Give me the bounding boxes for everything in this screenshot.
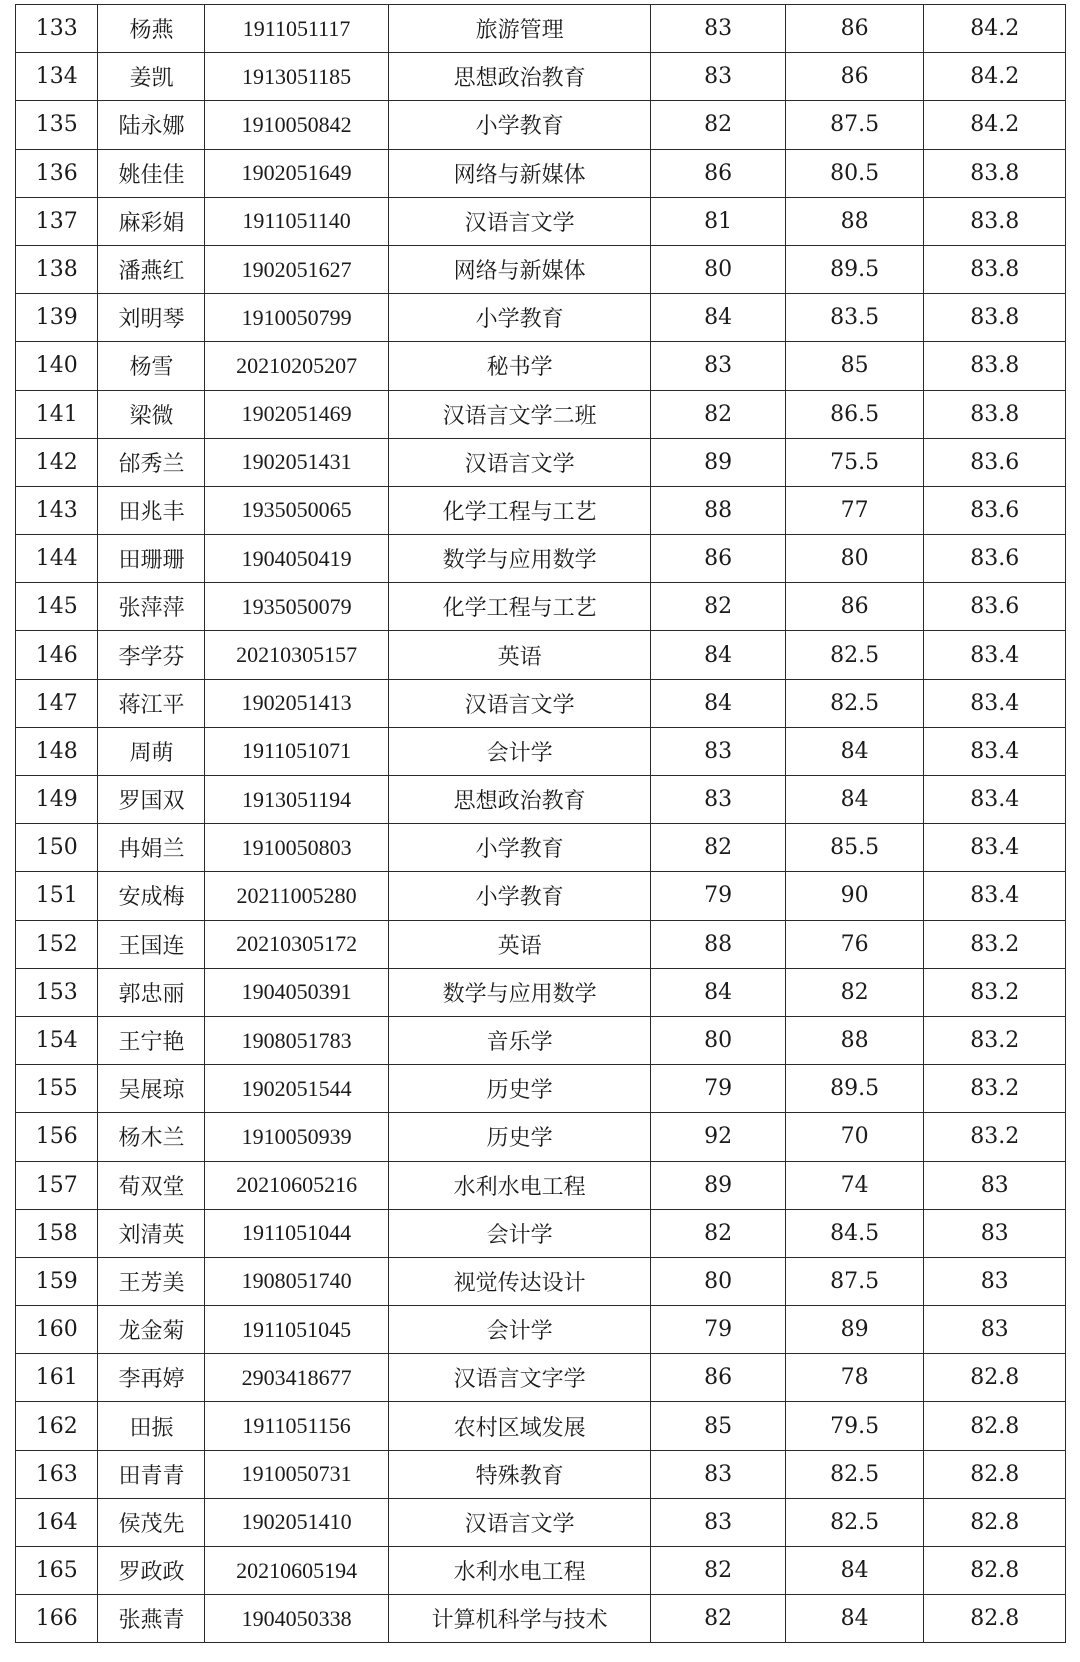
total-score-cell: 83.2 — [924, 1016, 1066, 1064]
score-1-cell: 86 — [651, 1354, 785, 1402]
major-cell: 会计学 — [388, 727, 651, 775]
student-name-cell: 侯茂先 — [98, 1498, 205, 1546]
score-2-cell: 90 — [785, 872, 924, 920]
table-row — [16, 197, 1066, 245]
row-number-cell: 158 — [16, 1209, 98, 1257]
score-2-cell: 89 — [785, 1306, 924, 1354]
student-id-cell: 1911051071 — [205, 727, 388, 775]
score-2-cell: 89.5 — [785, 245, 924, 293]
major-cell: 汉语言文学 — [388, 197, 651, 245]
total-score-cell: 83.6 — [924, 438, 1066, 486]
student-name-cell: 杨木兰 — [98, 1113, 205, 1161]
major-cell: 网络与新媒体 — [388, 149, 651, 197]
total-score-cell: 82.8 — [924, 1595, 1066, 1643]
score-1-cell: 86 — [651, 149, 785, 197]
table-row — [16, 631, 1066, 679]
total-score-cell: 84.2 — [924, 101, 1066, 149]
major-cell: 特殊教育 — [388, 1450, 651, 1498]
row-number-cell: 157 — [16, 1161, 98, 1209]
student-name-cell: 安成梅 — [98, 872, 205, 920]
score-1-cell: 82 — [651, 583, 785, 631]
total-score-cell: 83.2 — [924, 968, 1066, 1016]
major-cell: 数学与应用数学 — [388, 968, 651, 1016]
student-name-cell: 蒋江平 — [98, 679, 205, 727]
row-number-cell: 163 — [16, 1450, 98, 1498]
score-1-cell: 83 — [651, 1450, 785, 1498]
student-id-cell: 1902051627 — [205, 245, 388, 293]
student-id-cell: 1908051783 — [205, 1016, 388, 1064]
student-name-cell: 周萌 — [98, 727, 205, 775]
score-2-cell: 77 — [785, 486, 924, 534]
table-row — [16, 53, 1066, 101]
student-name-cell: 吴展琼 — [98, 1065, 205, 1113]
score-1-cell: 88 — [651, 486, 785, 534]
score-2-cell: 70 — [785, 1113, 924, 1161]
major-cell: 英语 — [388, 631, 651, 679]
score-1-cell: 83 — [651, 342, 785, 390]
major-cell: 视觉传达设计 — [388, 1257, 651, 1305]
student-name-cell: 梁微 — [98, 390, 205, 438]
score-2-cell: 82.5 — [785, 1450, 924, 1498]
row-number-cell: 156 — [16, 1113, 98, 1161]
student-id-cell: 1902051410 — [205, 1498, 388, 1546]
student-name-cell: 张萍萍 — [98, 583, 205, 631]
table-body — [16, 5, 1066, 1643]
score-1-cell: 82 — [651, 1547, 785, 1595]
student-name-cell: 杨雪 — [98, 342, 205, 390]
student-name-cell: 罗政政 — [98, 1547, 205, 1595]
row-number-cell: 165 — [16, 1547, 98, 1595]
student-id-cell: 1935050065 — [205, 486, 388, 534]
row-number-cell: 144 — [16, 535, 98, 583]
student-name-cell: 张燕青 — [98, 1595, 205, 1643]
score-2-cell: 86 — [785, 53, 924, 101]
student-name-cell: 田振 — [98, 1402, 205, 1450]
table-row — [16, 1402, 1066, 1450]
table-row — [16, 1450, 1066, 1498]
major-cell: 化学工程与工艺 — [388, 583, 651, 631]
student-id-cell: 1908051740 — [205, 1257, 388, 1305]
major-cell: 思想政治教育 — [388, 53, 651, 101]
table-row — [16, 5, 1066, 53]
row-number-cell: 153 — [16, 968, 98, 1016]
score-2-cell: 80.5 — [785, 149, 924, 197]
student-id-cell: 20210605194 — [205, 1547, 388, 1595]
student-id-cell: 1911051156 — [205, 1402, 388, 1450]
row-number-cell: 146 — [16, 631, 98, 679]
row-number-cell: 143 — [16, 486, 98, 534]
student-name-cell: 李学芬 — [98, 631, 205, 679]
row-number-cell: 133 — [16, 5, 98, 53]
total-score-cell: 83.4 — [924, 872, 1066, 920]
table-row — [16, 1257, 1066, 1305]
table-row — [16, 101, 1066, 149]
total-score-cell: 83.2 — [924, 1113, 1066, 1161]
student-id-cell: 1902051431 — [205, 438, 388, 486]
row-number-cell: 147 — [16, 679, 98, 727]
student-name-cell: 麻彩娟 — [98, 197, 205, 245]
row-number-cell: 145 — [16, 583, 98, 631]
table-row — [16, 294, 1066, 342]
student-name-cell: 田青青 — [98, 1450, 205, 1498]
student-name-cell: 田珊珊 — [98, 535, 205, 583]
score-2-cell: 80 — [785, 535, 924, 583]
student-id-cell: 1910050939 — [205, 1113, 388, 1161]
student-id-cell: 1911051045 — [205, 1306, 388, 1354]
score-2-cell: 87.5 — [785, 1257, 924, 1305]
major-cell: 小学教育 — [388, 101, 651, 149]
student-name-cell: 刘明琴 — [98, 294, 205, 342]
total-score-cell: 83 — [924, 1257, 1066, 1305]
row-number-cell: 151 — [16, 872, 98, 920]
row-number-cell: 155 — [16, 1065, 98, 1113]
score-1-cell: 88 — [651, 920, 785, 968]
major-cell: 计算机科学与技术 — [388, 1595, 651, 1643]
student-id-cell: 1904050419 — [205, 535, 388, 583]
student-name-cell: 李再婷 — [98, 1354, 205, 1402]
student-id-cell: 1904050338 — [205, 1595, 388, 1643]
table-row — [16, 390, 1066, 438]
row-number-cell: 140 — [16, 342, 98, 390]
student-name-cell: 刘清英 — [98, 1209, 205, 1257]
student-id-cell: 1913051194 — [205, 776, 388, 824]
major-cell: 旅游管理 — [388, 5, 651, 53]
row-number-cell: 149 — [16, 776, 98, 824]
total-score-cell: 82.8 — [924, 1354, 1066, 1402]
score-2-cell: 82.5 — [785, 679, 924, 727]
student-id-cell: 2903418677 — [205, 1354, 388, 1402]
score-2-cell: 89.5 — [785, 1065, 924, 1113]
student-name-cell: 王国连 — [98, 920, 205, 968]
score-2-cell: 84.5 — [785, 1209, 924, 1257]
table-row — [16, 1306, 1066, 1354]
major-cell: 汉语言文学二班 — [388, 390, 651, 438]
student-id-cell: 20210605216 — [205, 1161, 388, 1209]
major-cell: 农村区域发展 — [388, 1402, 651, 1450]
table-row — [16, 776, 1066, 824]
major-cell: 网络与新媒体 — [388, 245, 651, 293]
score-1-cell: 82 — [651, 390, 785, 438]
score-2-cell: 85.5 — [785, 824, 924, 872]
table-row — [16, 1595, 1066, 1643]
total-score-cell: 83.4 — [924, 824, 1066, 872]
score-1-cell: 84 — [651, 968, 785, 1016]
score-1-cell: 84 — [651, 631, 785, 679]
score-2-cell: 84 — [785, 776, 924, 824]
score-1-cell: 86 — [651, 535, 785, 583]
score-2-cell: 82.5 — [785, 1498, 924, 1546]
score-1-cell: 92 — [651, 1113, 785, 1161]
row-number-cell: 159 — [16, 1257, 98, 1305]
major-cell: 汉语言文学 — [388, 679, 651, 727]
table-row — [16, 1065, 1066, 1113]
score-2-cell: 84 — [785, 1595, 924, 1643]
score-1-cell: 80 — [651, 245, 785, 293]
score-1-cell: 82 — [651, 1595, 785, 1643]
major-cell: 历史学 — [388, 1065, 651, 1113]
student-id-cell: 1910050731 — [205, 1450, 388, 1498]
student-id-cell: 1910050803 — [205, 824, 388, 872]
total-score-cell: 82.8 — [924, 1402, 1066, 1450]
student-name-cell: 龙金菊 — [98, 1306, 205, 1354]
table-row — [16, 968, 1066, 1016]
score-1-cell: 82 — [651, 824, 785, 872]
score-2-cell: 88 — [785, 197, 924, 245]
student-id-cell: 1935050079 — [205, 583, 388, 631]
student-name-cell: 冉娟兰 — [98, 824, 205, 872]
score-1-cell: 82 — [651, 101, 785, 149]
table-row — [16, 342, 1066, 390]
total-score-cell: 82.8 — [924, 1498, 1066, 1546]
major-cell: 数学与应用数学 — [388, 535, 651, 583]
total-score-cell: 83.8 — [924, 294, 1066, 342]
row-number-cell: 142 — [16, 438, 98, 486]
row-number-cell: 150 — [16, 824, 98, 872]
student-id-cell: 1911051140 — [205, 197, 388, 245]
score-2-cell: 75.5 — [785, 438, 924, 486]
major-cell: 音乐学 — [388, 1016, 651, 1064]
row-number-cell: 134 — [16, 53, 98, 101]
student-name-cell: 王芳美 — [98, 1257, 205, 1305]
student-name-cell: 罗国双 — [98, 776, 205, 824]
table-row — [16, 1113, 1066, 1161]
score-2-cell: 86 — [785, 5, 924, 53]
student-id-cell: 20211005280 — [205, 872, 388, 920]
total-score-cell: 83.4 — [924, 631, 1066, 679]
row-number-cell: 138 — [16, 245, 98, 293]
score-1-cell: 82 — [651, 1209, 785, 1257]
row-number-cell: 141 — [16, 390, 98, 438]
student-id-cell: 1902051469 — [205, 390, 388, 438]
total-score-cell: 83.8 — [924, 197, 1066, 245]
table-row — [16, 872, 1066, 920]
major-cell: 水利水电工程 — [388, 1161, 651, 1209]
major-cell: 汉语言文学 — [388, 1498, 651, 1546]
student-id-cell: 20210305172 — [205, 920, 388, 968]
major-cell: 汉语言文字学 — [388, 1354, 651, 1402]
total-score-cell: 83.2 — [924, 1065, 1066, 1113]
total-score-cell: 83 — [924, 1306, 1066, 1354]
row-number-cell: 136 — [16, 149, 98, 197]
table-row — [16, 1209, 1066, 1257]
total-score-cell: 84.2 — [924, 5, 1066, 53]
total-score-cell: 83.4 — [924, 776, 1066, 824]
score-1-cell: 89 — [651, 1161, 785, 1209]
major-cell: 英语 — [388, 920, 651, 968]
table-row — [16, 1498, 1066, 1546]
score-1-cell: 83 — [651, 5, 785, 53]
total-score-cell: 83.6 — [924, 583, 1066, 631]
score-2-cell: 78 — [785, 1354, 924, 1402]
major-cell: 会计学 — [388, 1306, 651, 1354]
row-number-cell: 139 — [16, 294, 98, 342]
score-2-cell: 84 — [785, 727, 924, 775]
score-2-cell: 88 — [785, 1016, 924, 1064]
student-name-cell: 杨燕 — [98, 5, 205, 53]
student-id-cell: 1902051544 — [205, 1065, 388, 1113]
student-name-cell: 王宁艳 — [98, 1016, 205, 1064]
student-id-cell: 1910050799 — [205, 294, 388, 342]
total-score-cell: 83.8 — [924, 149, 1066, 197]
score-1-cell: 79 — [651, 1065, 785, 1113]
major-cell: 水利水电工程 — [388, 1547, 651, 1595]
table-row — [16, 583, 1066, 631]
score-2-cell: 85 — [785, 342, 924, 390]
table-row — [16, 1354, 1066, 1402]
student-id-cell: 1911051044 — [205, 1209, 388, 1257]
student-name-cell: 田兆丰 — [98, 486, 205, 534]
score-1-cell: 79 — [651, 1306, 785, 1354]
table-row — [16, 727, 1066, 775]
student-id-cell: 1904050391 — [205, 968, 388, 1016]
major-cell: 汉语言文学 — [388, 438, 651, 486]
student-id-cell: 1910050842 — [205, 101, 388, 149]
table-row — [16, 438, 1066, 486]
student-name-cell: 邰秀兰 — [98, 438, 205, 486]
score-1-cell: 81 — [651, 197, 785, 245]
row-number-cell: 137 — [16, 197, 98, 245]
row-number-cell: 164 — [16, 1498, 98, 1546]
score-2-cell: 86 — [785, 583, 924, 631]
row-number-cell: 154 — [16, 1016, 98, 1064]
score-1-cell: 79 — [651, 872, 785, 920]
total-score-cell: 83.4 — [924, 679, 1066, 727]
student-id-cell: 1911051117 — [205, 5, 388, 53]
score-1-cell: 80 — [651, 1257, 785, 1305]
major-cell: 会计学 — [388, 1209, 651, 1257]
table-row — [16, 920, 1066, 968]
row-number-cell: 135 — [16, 101, 98, 149]
score-1-cell: 89 — [651, 438, 785, 486]
score-1-cell: 83 — [651, 776, 785, 824]
row-number-cell: 161 — [16, 1354, 98, 1402]
student-name-cell: 姜凯 — [98, 53, 205, 101]
major-cell: 历史学 — [388, 1113, 651, 1161]
total-score-cell: 83 — [924, 1209, 1066, 1257]
student-name-cell: 荀双堂 — [98, 1161, 205, 1209]
table-row — [16, 1016, 1066, 1064]
score-1-cell: 80 — [651, 1016, 785, 1064]
student-name-cell: 姚佳佳 — [98, 149, 205, 197]
total-score-cell: 82.8 — [924, 1547, 1066, 1595]
row-number-cell: 148 — [16, 727, 98, 775]
table-row — [16, 245, 1066, 293]
score-1-cell: 84 — [651, 294, 785, 342]
score-1-cell: 84 — [651, 679, 785, 727]
table-row — [16, 679, 1066, 727]
total-score-cell: 83.2 — [924, 920, 1066, 968]
scores-table — [15, 4, 1066, 1643]
major-cell: 小学教育 — [388, 824, 651, 872]
major-cell: 小学教育 — [388, 872, 651, 920]
student-name-cell: 潘燕红 — [98, 245, 205, 293]
score-2-cell: 84 — [785, 1547, 924, 1595]
total-score-cell: 83.6 — [924, 535, 1066, 583]
student-id-cell: 20210305157 — [205, 631, 388, 679]
score-1-cell: 83 — [651, 1498, 785, 1546]
row-number-cell: 166 — [16, 1595, 98, 1643]
table-row — [16, 149, 1066, 197]
score-2-cell: 74 — [785, 1161, 924, 1209]
student-name-cell: 郭忠丽 — [98, 968, 205, 1016]
student-id-cell: 1902051413 — [205, 679, 388, 727]
score-2-cell: 82 — [785, 968, 924, 1016]
total-score-cell: 83.8 — [924, 245, 1066, 293]
table-row — [16, 824, 1066, 872]
row-number-cell: 160 — [16, 1306, 98, 1354]
student-id-cell: 1913051185 — [205, 53, 388, 101]
row-number-cell: 162 — [16, 1402, 98, 1450]
score-1-cell: 83 — [651, 53, 785, 101]
score-2-cell: 79.5 — [785, 1402, 924, 1450]
table-row — [16, 1547, 1066, 1595]
major-cell: 小学教育 — [388, 294, 651, 342]
row-number-cell: 152 — [16, 920, 98, 968]
score-1-cell: 83 — [651, 727, 785, 775]
student-id-cell: 20210205207 — [205, 342, 388, 390]
score-2-cell: 87.5 — [785, 101, 924, 149]
major-cell: 思想政治教育 — [388, 776, 651, 824]
total-score-cell: 84.2 — [924, 53, 1066, 101]
score-2-cell: 83.5 — [785, 294, 924, 342]
total-score-cell: 83.8 — [924, 342, 1066, 390]
score-2-cell: 82.5 — [785, 631, 924, 679]
major-cell: 秘书学 — [388, 342, 651, 390]
major-cell: 化学工程与工艺 — [388, 486, 651, 534]
student-name-cell: 陆永娜 — [98, 101, 205, 149]
total-score-cell: 83 — [924, 1161, 1066, 1209]
score-2-cell: 86.5 — [785, 390, 924, 438]
table-row — [16, 1161, 1066, 1209]
table-row — [16, 486, 1066, 534]
student-id-cell: 1902051649 — [205, 149, 388, 197]
total-score-cell: 83.8 — [924, 390, 1066, 438]
total-score-cell: 83.6 — [924, 486, 1066, 534]
score-2-cell: 76 — [785, 920, 924, 968]
total-score-cell: 83.4 — [924, 727, 1066, 775]
score-1-cell: 85 — [651, 1402, 785, 1450]
table-row — [16, 535, 1066, 583]
total-score-cell: 82.8 — [924, 1450, 1066, 1498]
